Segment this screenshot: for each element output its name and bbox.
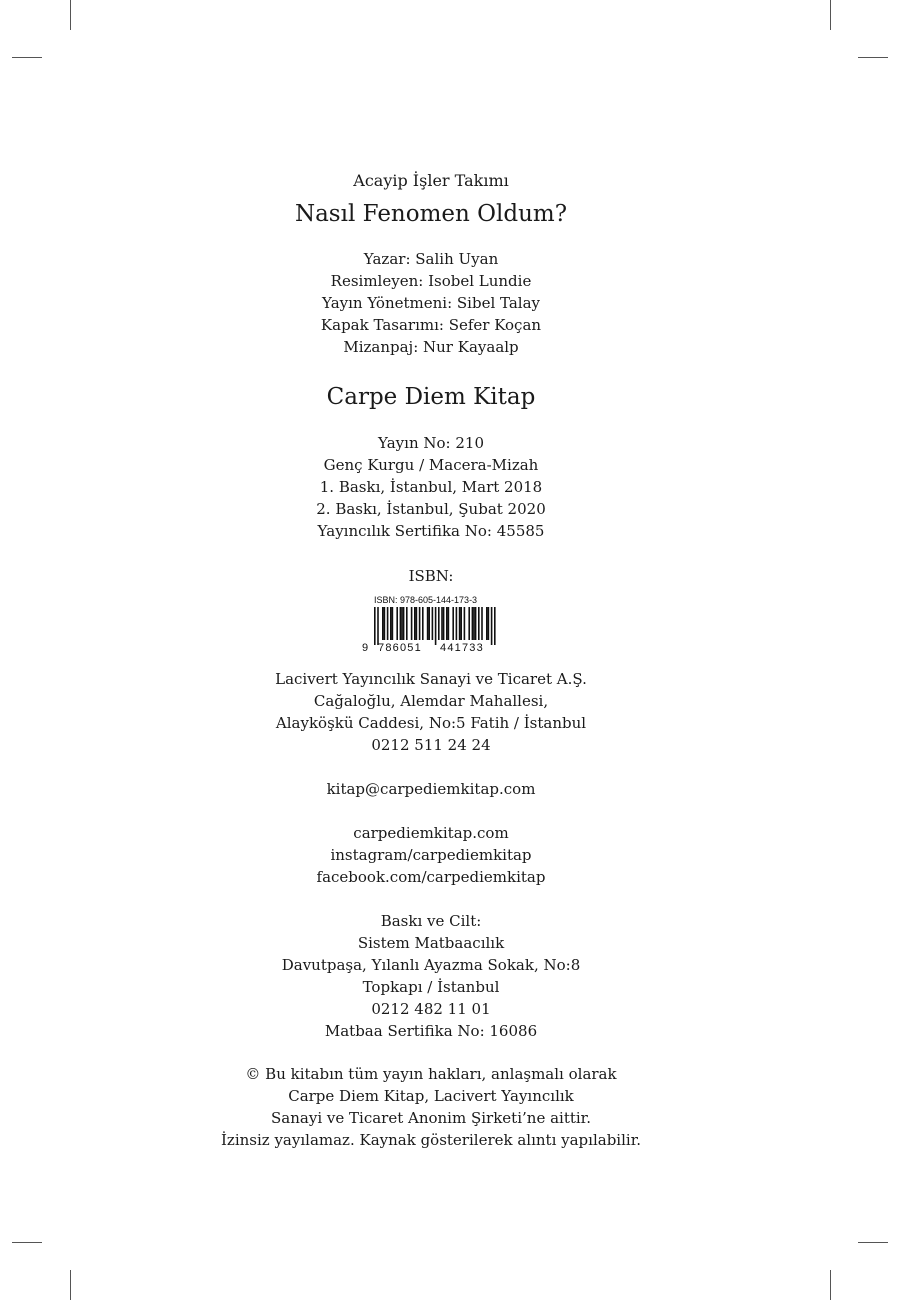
barcode-bar [486,607,488,640]
barcode-bar [464,607,466,640]
printer-certificate: Matbaa Sertifika No: 16086 [324,1022,538,1040]
credit-cover-design: Kapak Tasarımı: Sefer Koçan [320,316,542,334]
barcode-bar [494,607,496,645]
crop-mark-top-left-vertical [70,0,71,30]
copyright-line-2: Carpe Diem Kitap, Lacivert Yayıncılık [288,1087,574,1105]
isbn-label: ISBN: [408,567,454,585]
barcode-bar [468,607,470,640]
address-line-1: Cağaloğlu, Alemdar Mahallesi, [313,692,549,710]
barcode-bar [443,607,445,640]
barcode-bar [396,607,398,640]
instagram: instagram/carpediemkitap [330,846,532,864]
barcode-bar [478,607,480,640]
barcode-bar [384,607,386,640]
copyright-line-3: Sanayi ve Ticaret Anonim Şirketi’ne aittir. [271,1109,591,1127]
barcode-bar [390,607,392,640]
barcode-bar [475,607,477,640]
credit-illustrator: Resimleyen: Isobel Lundie [330,272,532,290]
barcode-bar [481,607,483,640]
publication-info [0,432,862,542]
barcode-bar [432,607,434,640]
pub-second-edition: 2. Baskı, İstanbul, Şubat 2020 [316,500,546,518]
barcode-bar [473,607,475,640]
series-name: Acayip İşler Takımı [353,171,509,190]
barcode-bar [472,607,474,640]
barcode-bar [400,607,402,640]
credits-section [0,248,862,358]
barcode-bar [435,607,437,645]
crop-mark-bottom-right-horizontal [858,1242,888,1243]
company-phone: 0212 511 24 24 [371,736,491,754]
pub-certificate: Yayıncılık Sertifika No: 45585 [317,522,545,540]
barcode-bar [416,607,418,640]
barcode-bar [382,607,384,640]
barcode-bar [406,607,408,640]
barcode-bar [452,607,454,640]
credit-author: Yazar: Salih Uyan [363,250,499,268]
crop-mark-top-left-horizontal [12,57,42,58]
printer-address-2: Topkapı / İstanbul [362,978,500,996]
barcode-bar [456,607,458,640]
barcode-bar [460,607,462,640]
barcode-bar [374,607,376,645]
print-section [0,910,862,1042]
pub-number: Yayın No: 210 [378,434,484,452]
barcode-digits-right: 441733 [440,642,484,654]
copyright-line-4: İzinsiz yayılamaz. Kaynak gösterilerek alıntı yapılabilir. [221,1131,641,1149]
barcode-bar [448,607,450,640]
crop-mark-top-right-vertical [830,0,831,30]
barcode-bar [403,607,405,640]
barcode-bar [438,607,440,640]
barcode-digit-first: 9 [362,642,369,654]
print-heading: Baskı ve Cilt: [380,912,482,930]
credit-editor: Yayın Yönetmeni: Sibel Talay [321,294,541,312]
barcode-bar [414,607,416,640]
barcode-bar [459,607,461,640]
crop-mark-bottom-left-vertical [70,1270,71,1300]
barcode-bar [427,607,429,640]
barcode-bars [374,607,496,645]
barcode-bar [411,607,413,640]
barcode-bar [419,607,421,640]
contact-email: kitap@carpediemkitap.com [326,780,536,798]
pub-first-edition: 1. Baskı, İstanbul, Mart 2018 [319,478,543,496]
copyright-notice [0,1063,862,1151]
credit-layout: Mizanpaj: Nur Kayaalp [343,338,519,356]
crop-mark-top-right-horizontal [858,57,888,58]
facebook: facebook.com/carpediemkitap [316,868,546,886]
address-line-2: Alayköşkü Caddesi, No:5 Fatih / İstanbul [275,714,587,732]
barcode-bar [491,607,493,645]
barcode-bar [446,607,448,640]
web-links [0,822,862,888]
barcode-bar [401,607,403,640]
crop-mark-bottom-left-horizontal [12,1242,42,1243]
printer-phone: 0212 482 11 01 [371,1000,491,1018]
barcode-digits-left: 786051 [378,642,422,654]
publisher-name: Carpe Diem Kitap [326,384,536,410]
printer-address-1: Davutpaşa, Yılanlı Ayazma Sokak, No:8 [281,956,581,974]
company-name: Lacivert Yayıncılık Sanayi ve Ticaret A.Ş. [275,670,587,688]
website: carpediemkitap.com [353,824,509,842]
printer-name: Sistem Matbaacılık [357,934,505,952]
barcode-bar [428,607,430,640]
pub-genre: Genç Kurgu / Macera-Mizah [323,456,539,474]
barcode-isbn-text: ISBN: 978-605-144-173-3 [374,595,478,605]
barcode-bar [377,607,379,645]
copyright-line-1: © Bu kitabın tüm yayın hakları, anlaşmalı olarak [245,1065,617,1083]
book-title: Nasıl Fenomen Oldum? [294,201,568,227]
barcode-bar [387,607,389,640]
crop-mark-bottom-right-vertical [830,1270,831,1300]
barcode-bar [392,607,394,640]
barcode-bar [441,607,443,640]
isbn-barcode [360,593,502,655]
barcode-bar [488,607,490,640]
barcode-bar [422,607,424,640]
address-section [0,668,862,756]
